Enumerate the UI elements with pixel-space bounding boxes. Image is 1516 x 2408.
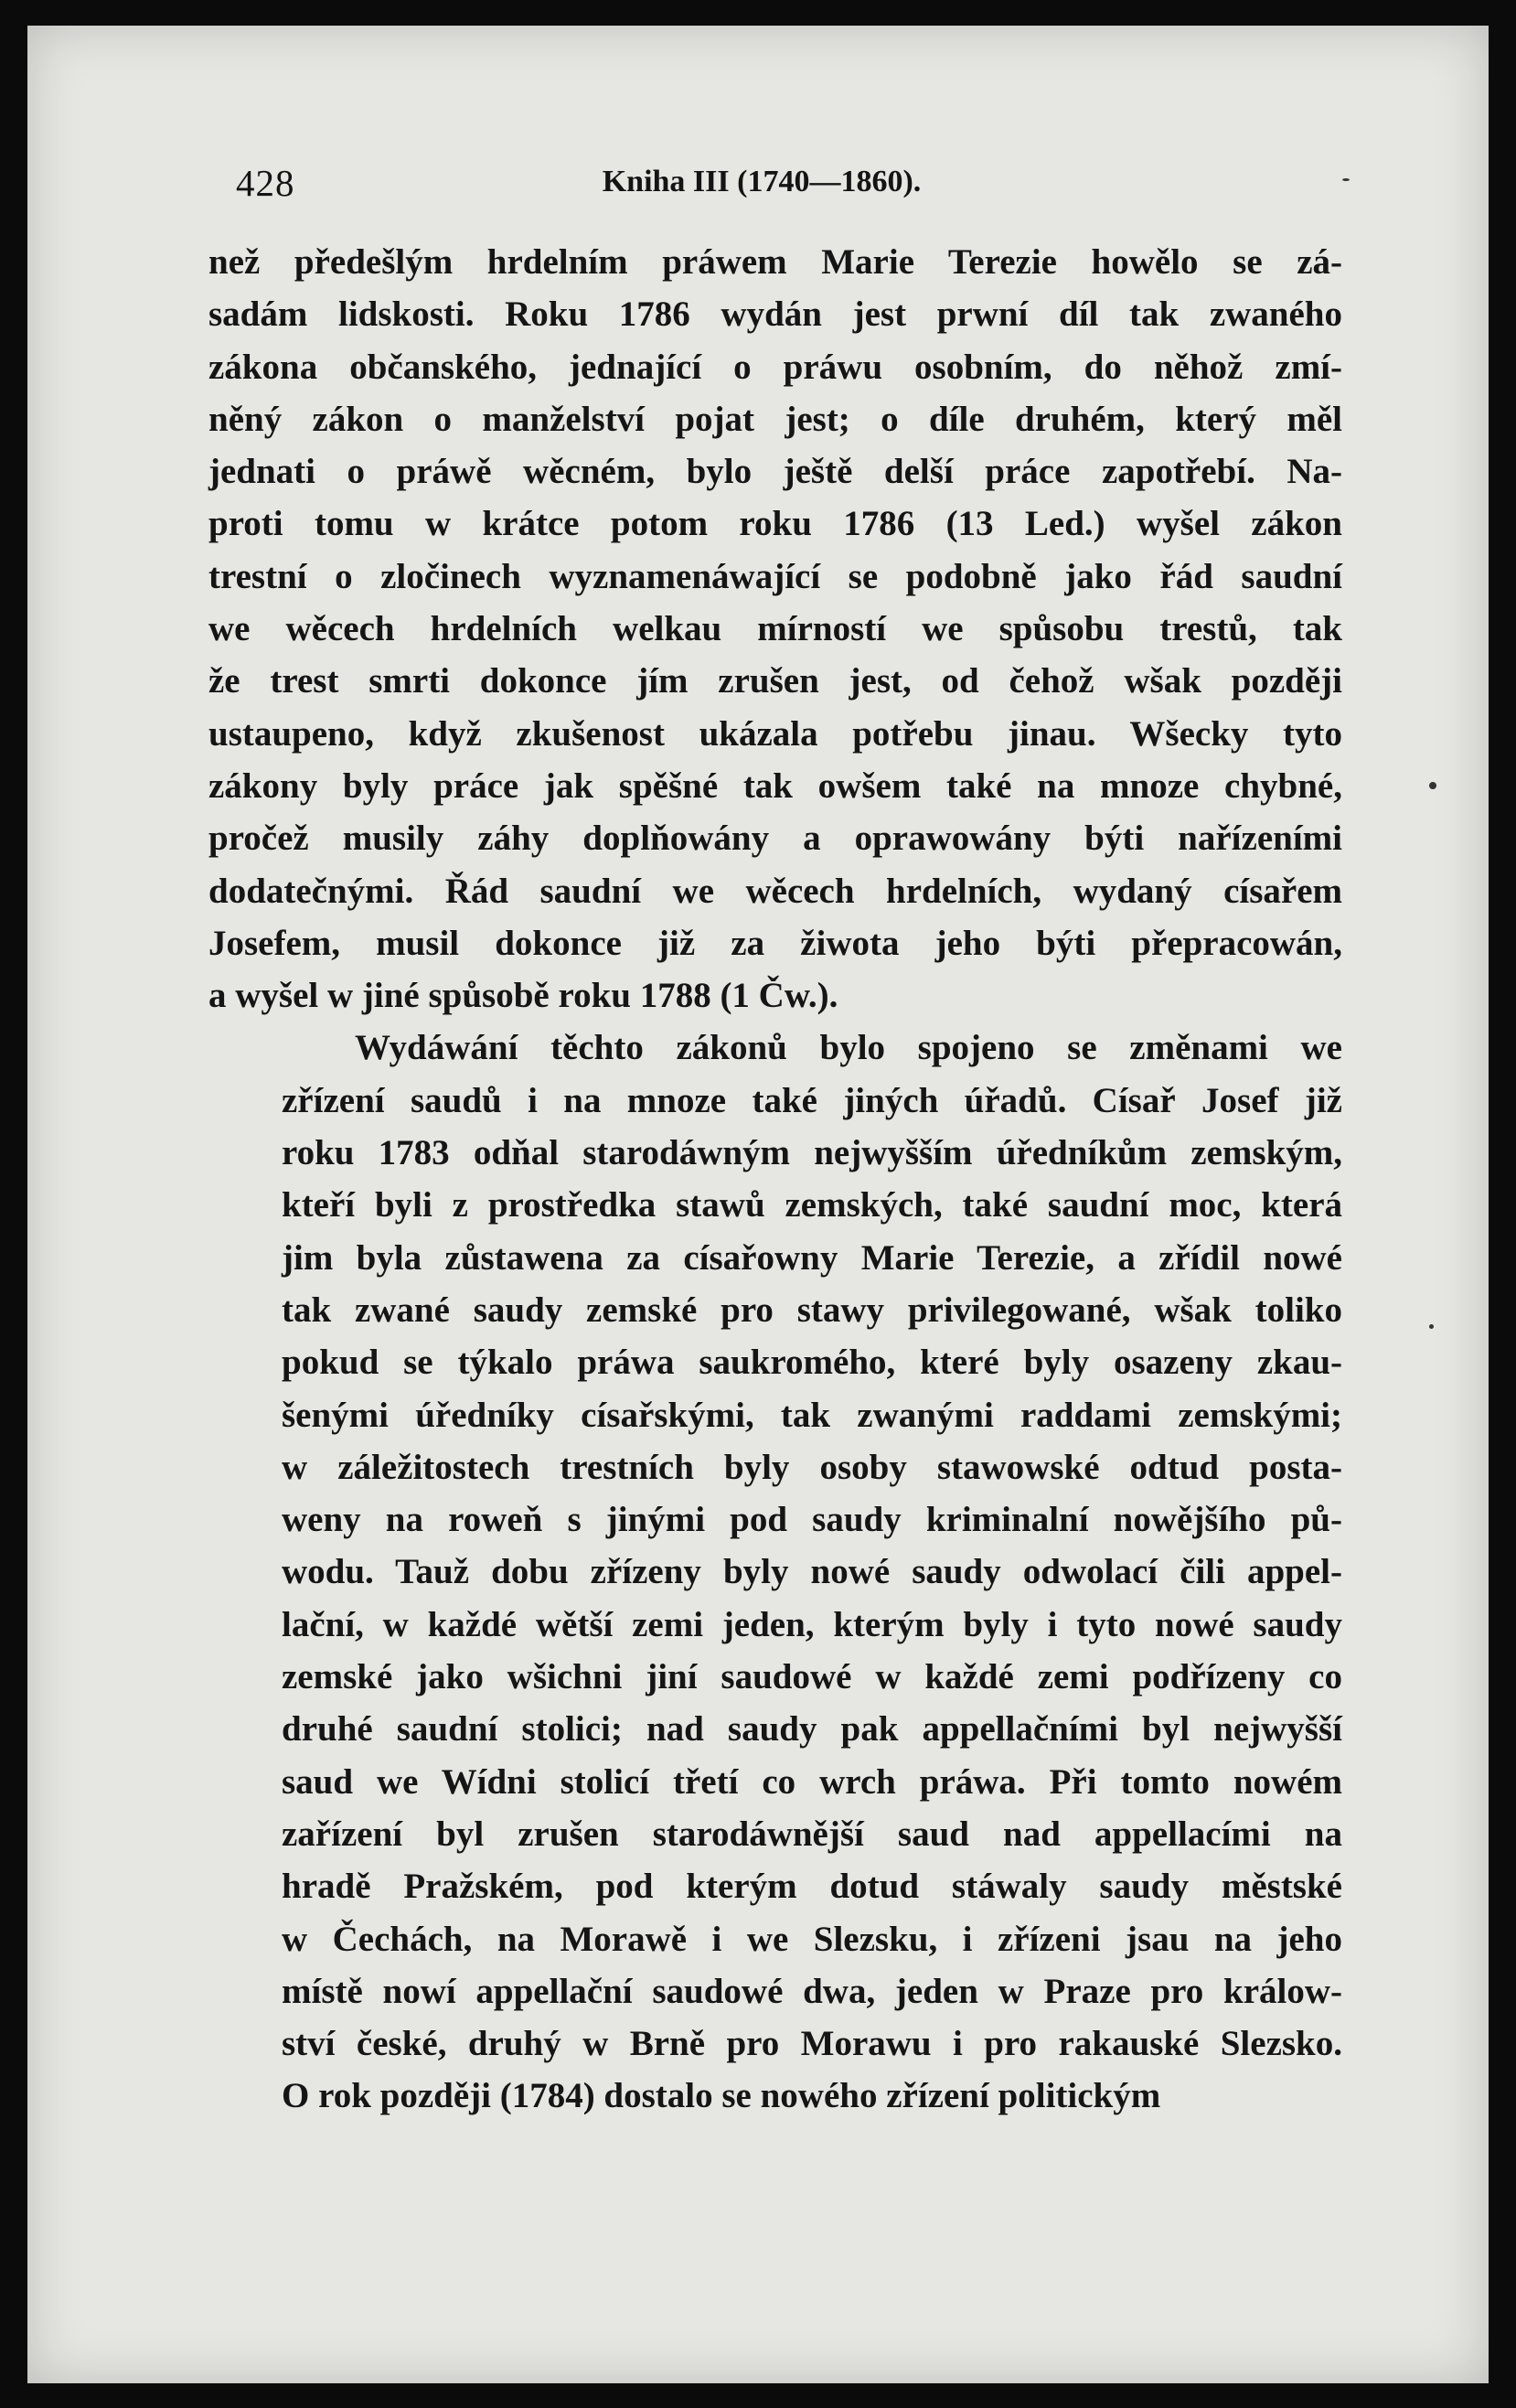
text-line: weny na roweň s jinými pod saudy kriminalní nowějšího pů- (282, 1500, 1342, 1540)
scan-speck (1342, 178, 1350, 181)
text-line: dodatečnými. Řád saudní we wěcech hrdelních, wydaný císařem (208, 871, 1342, 911)
page-number: 428 (236, 162, 295, 204)
text-line: proti tomu w krátce potom roku 1786 (13 Led.) wyšel zákon (208, 504, 1342, 544)
text-line: we wěcech hrdelních welkau mírností we spůsobu trestů, tak (208, 609, 1342, 649)
text-line: saud we Wídni stolicí třetí co wrch práwa. Při tomto nowém (282, 1761, 1342, 1802)
text-line: Wydáwání těchto zákonů bylo spojeno se změnami we (355, 1028, 1342, 1068)
text-line: w záležitostech trestních byly osoby stawowské odtud posta- (282, 1447, 1342, 1487)
text-line: ustaupeno, když zkušenost ukázala potřebu jinau. Wšecky tyto (208, 713, 1342, 754)
text-line: zákony byly práce jak spěšné tak owšem také na mnoze chybné, (208, 765, 1342, 806)
text-line: trestní o zločinech wyznamenáwající se podobně jako řád saudní (208, 556, 1342, 596)
running-title: Kniha III (1740—1860). (602, 165, 922, 198)
text-line: místě nowí appellační saudowé dwa, jeden w Praze pro králow- (282, 1971, 1342, 2011)
text-line: jednati o práwě wěcném, bylo ještě delší práce zapotřebí. Na- (208, 452, 1342, 492)
text-line: že trest smrti dokonce jím zrušen jest, od čehož wšak později (208, 661, 1342, 701)
text-line: ství české, druhý w Brně pro Morawu i pro rakauské Slezsko. (282, 2024, 1342, 2064)
text-line: sadám lidskosti. Roku 1786 wydán jest prwní díl tak zwaného (208, 294, 1342, 335)
text-line: a wyšel w jiné spůsobě roku 1788 (1 Čw.). (208, 976, 838, 1016)
page-header (208, 150, 1315, 205)
text-line: zařízení byl zrušen starodáwnější saud nad appellacími na (282, 1814, 1342, 1854)
text-line: Josefem, musil dokonce již za žiwota jeho býti přepracowán, (208, 923, 1342, 963)
text-line: tak zwané saudy zemské pro stawy privilegowané, wšak toliko (282, 1290, 1342, 1330)
text-line: lační, w každé wětší zemi jeden, kterým byly i tyto nowé saudy (282, 1604, 1342, 1644)
text-line: zemské jako wšichni jiní saudowé w každé zemi podřízeny co (282, 1657, 1342, 1697)
text-line: hradě Pražském, pod kterým dotud stáwaly saudy městské (282, 1867, 1342, 1907)
text-line: pokud se týkalo práwa saukromého, které byly osazeny zkau- (282, 1343, 1342, 1383)
body-text (208, 236, 1342, 2123)
text-line: něný zákon o manželství pojat jest; o díle druhém, který měl (208, 399, 1342, 439)
text-line: roku 1783 odňal starodáwným nejwyšším úředníkům zemským, (282, 1133, 1342, 1173)
scan-speck (1429, 1324, 1434, 1329)
text-line: pročež musily záhy doplňowány a oprawowány býti nařízeními (208, 819, 1342, 859)
text-line: wodu. Tauž dobu zřízeny byly nowé saudy odwolací čili appel- (282, 1552, 1342, 1592)
text-line: šenými úředníky císařskými, tak zwanými raddami zemskými; (282, 1395, 1342, 1435)
text-line: druhé saudní stolici; nad saudy pak appellačními byl nejwyšší (282, 1709, 1342, 1750)
text-line: zřízení saudů i na mnoze také jiných úřadů. Císař Josef již (282, 1080, 1342, 1120)
text-line: jim byla zůstawena za císařowny Marie Terezie, a zřídil nowé (282, 1237, 1342, 1278)
text-line: zákona občanského, jednající o práwu osobním, do něhož zmí- (208, 347, 1342, 387)
scan-speck (1429, 782, 1436, 789)
text-line: O rok později (1784) dostalo se nowého zřízení politickým (282, 2076, 1161, 2116)
paragraph (208, 1022, 1342, 2122)
text-line: w Čechách, na Morawě i we Slezsku, i zřízeni jsau na jeho (282, 1919, 1342, 1959)
paragraph (208, 236, 1342, 1022)
text-line: kteří byli z prostředka stawů zemských, také saudní moc, která (282, 1185, 1342, 1225)
text-line: než předešlým hrdelním práwem Marie Terezie howělo se zá- (208, 242, 1342, 282)
